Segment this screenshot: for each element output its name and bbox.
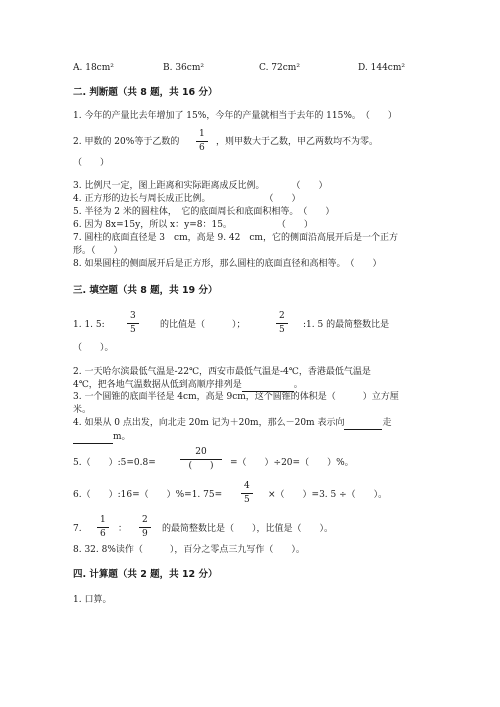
fraction-numerator: 3 (130, 311, 136, 321)
fraction-denominator: 5 (244, 495, 250, 505)
fill-q4-line2 (73, 431, 131, 444)
fraction-denominator: 5 (279, 325, 285, 335)
fill-q1-text-d: （ ）。 (73, 343, 114, 353)
fraction-numerator: 20 (195, 447, 207, 457)
fraction-denominator: 6 (199, 143, 205, 153)
fraction-bar (276, 323, 288, 324)
answer-blank[interactable] (344, 417, 382, 430)
fraction-bar (180, 459, 222, 460)
judge-q2-fraction (196, 129, 208, 154)
judge-q5: 5. 半径为 2 米的圆柱体， 它的底面周长和底面积相等。 （ ） (73, 207, 335, 217)
judge-q7-line1: 7. 圆柱的底面直径是 3 cm，高是 9. 42 cm，它的侧面沿高展开后是一个正方 (73, 233, 398, 243)
choice-b: B. 36cm² (163, 63, 204, 73)
fraction-denominator: ( ) (188, 461, 214, 471)
answer-blank[interactable] (73, 431, 113, 444)
fill-q7-colon: ： (118, 524, 128, 534)
section-3-title: 三. 填空题（共 8 题，共 19 分） (73, 285, 218, 296)
fill-q1-text-c: :1. 5 的最简整数比是 (303, 320, 390, 330)
fill-q2-end: 。 (293, 380, 303, 390)
fraction-bar (196, 141, 208, 142)
fill-q2-text: 4℃，把各地气温数据从低到高顺序排列是 (73, 380, 242, 390)
fraction-numerator: 1 (100, 515, 106, 525)
fraction-numerator: 2 (142, 515, 148, 525)
fraction-bar (139, 527, 151, 528)
fraction-bar (241, 493, 253, 494)
fill-q6-text-a: 6.（ ）:16=（ ）%=1. 75= (73, 490, 223, 500)
judge-q1: 1. 今年的产量比去年增加了 15%，今年的产量就相当于去年的 115%。 （ ） (73, 111, 397, 121)
fill-q7-text-a: 7. (73, 524, 82, 534)
fill-q5-text-a: 5.（ ）:5=0.8= (73, 458, 156, 468)
fraction-bar (97, 527, 109, 528)
fraction-bar (127, 323, 139, 324)
fill-q1-fraction-1 (127, 311, 139, 336)
fraction-numerator: 4 (244, 481, 250, 491)
judge-q8: 8. 如果圆柱的侧面展开后是正方形，那么圆柱的底面直径和高相等。 （ ） (73, 259, 382, 269)
calc-q1: 1. 口算。 (73, 595, 112, 605)
judge-q6: 6. 因为 8x=15y，所以 x：y=8：15。 （ ） (73, 220, 313, 230)
fill-q3-line2: 米。 (73, 405, 92, 415)
fraction-denominator: 5 (130, 325, 136, 335)
fill-q4-text: 4. 如果从 0 点出发，向北走 20m 记为＋20m，那么－20m 表示向 (73, 418, 345, 428)
fill-q8: 8. 32. 8%读作（ ），百分之零点三九写作（ ）。 (73, 545, 305, 555)
fill-q7-text-b: 的最简整数比是（ ），比值是（ ）。 (162, 524, 334, 534)
fraction-denominator: 9 (142, 529, 148, 539)
fraction-numerator: 1 (199, 129, 205, 139)
fill-q6-text-b: ×（ ）=3. 5 ÷（ ）。 (268, 490, 388, 500)
fill-q7-fraction-2 (139, 515, 151, 540)
judge-q7-line2: 形。（ ） (73, 246, 123, 256)
judge-q4: 4. 正方形的边长与周长成正比例。 （ ） (73, 194, 301, 204)
fill-q6-fraction (241, 481, 253, 506)
fill-q3-line1: 3. 一个圆锥的底面半径是 4cm，高是 9cm，这个圆锥的体积是（ ）立方厘 (73, 392, 399, 402)
judge-q3: 3. 比例尺一定，图上距离和实际距离成反比例。 （ ） (73, 181, 328, 191)
fill-q1-text-b: 的比值是（ ）； (160, 320, 246, 330)
fill-q1-text-a: 1. 1. 5: (73, 320, 105, 330)
judge-q2-text-b: ，则甲数大于乙数，甲乙两数均不为零。 (216, 137, 379, 147)
section-4-title: 四. 计算题（共 2 题，共 12 分） (73, 569, 218, 580)
fill-q2-line1: 2. 一天哈尔滨最低气温是-22℃，西安市最低气温是-4℃，香港最低气温是 (73, 367, 371, 377)
fraction-denominator: 6 (100, 529, 106, 539)
fill-q4-walk: 走 (382, 418, 392, 428)
fraction-numerator: 2 (279, 311, 285, 321)
choice-a: A. 18cm² (73, 63, 114, 73)
fill-q5-text-b: =（ ）÷20=（ ）%。 (230, 458, 354, 468)
choice-c: C. 72cm² (259, 63, 300, 73)
fill-q1-fraction-2 (276, 311, 288, 336)
fill-q5-fraction (180, 447, 222, 472)
section-2-title: 二. 判断题（共 8 题，共 16 分） (73, 87, 218, 98)
judge-q2-text-a: 2. 甲数的 20%等于乙数的 (73, 137, 180, 147)
fill-q4-unit: m。 (113, 432, 131, 442)
judge-q2-paren: （ ） (73, 158, 110, 168)
fill-q4-line1 (73, 417, 391, 430)
choice-d: D. 144cm² (358, 63, 405, 73)
fill-q7-fraction-1 (97, 515, 109, 540)
